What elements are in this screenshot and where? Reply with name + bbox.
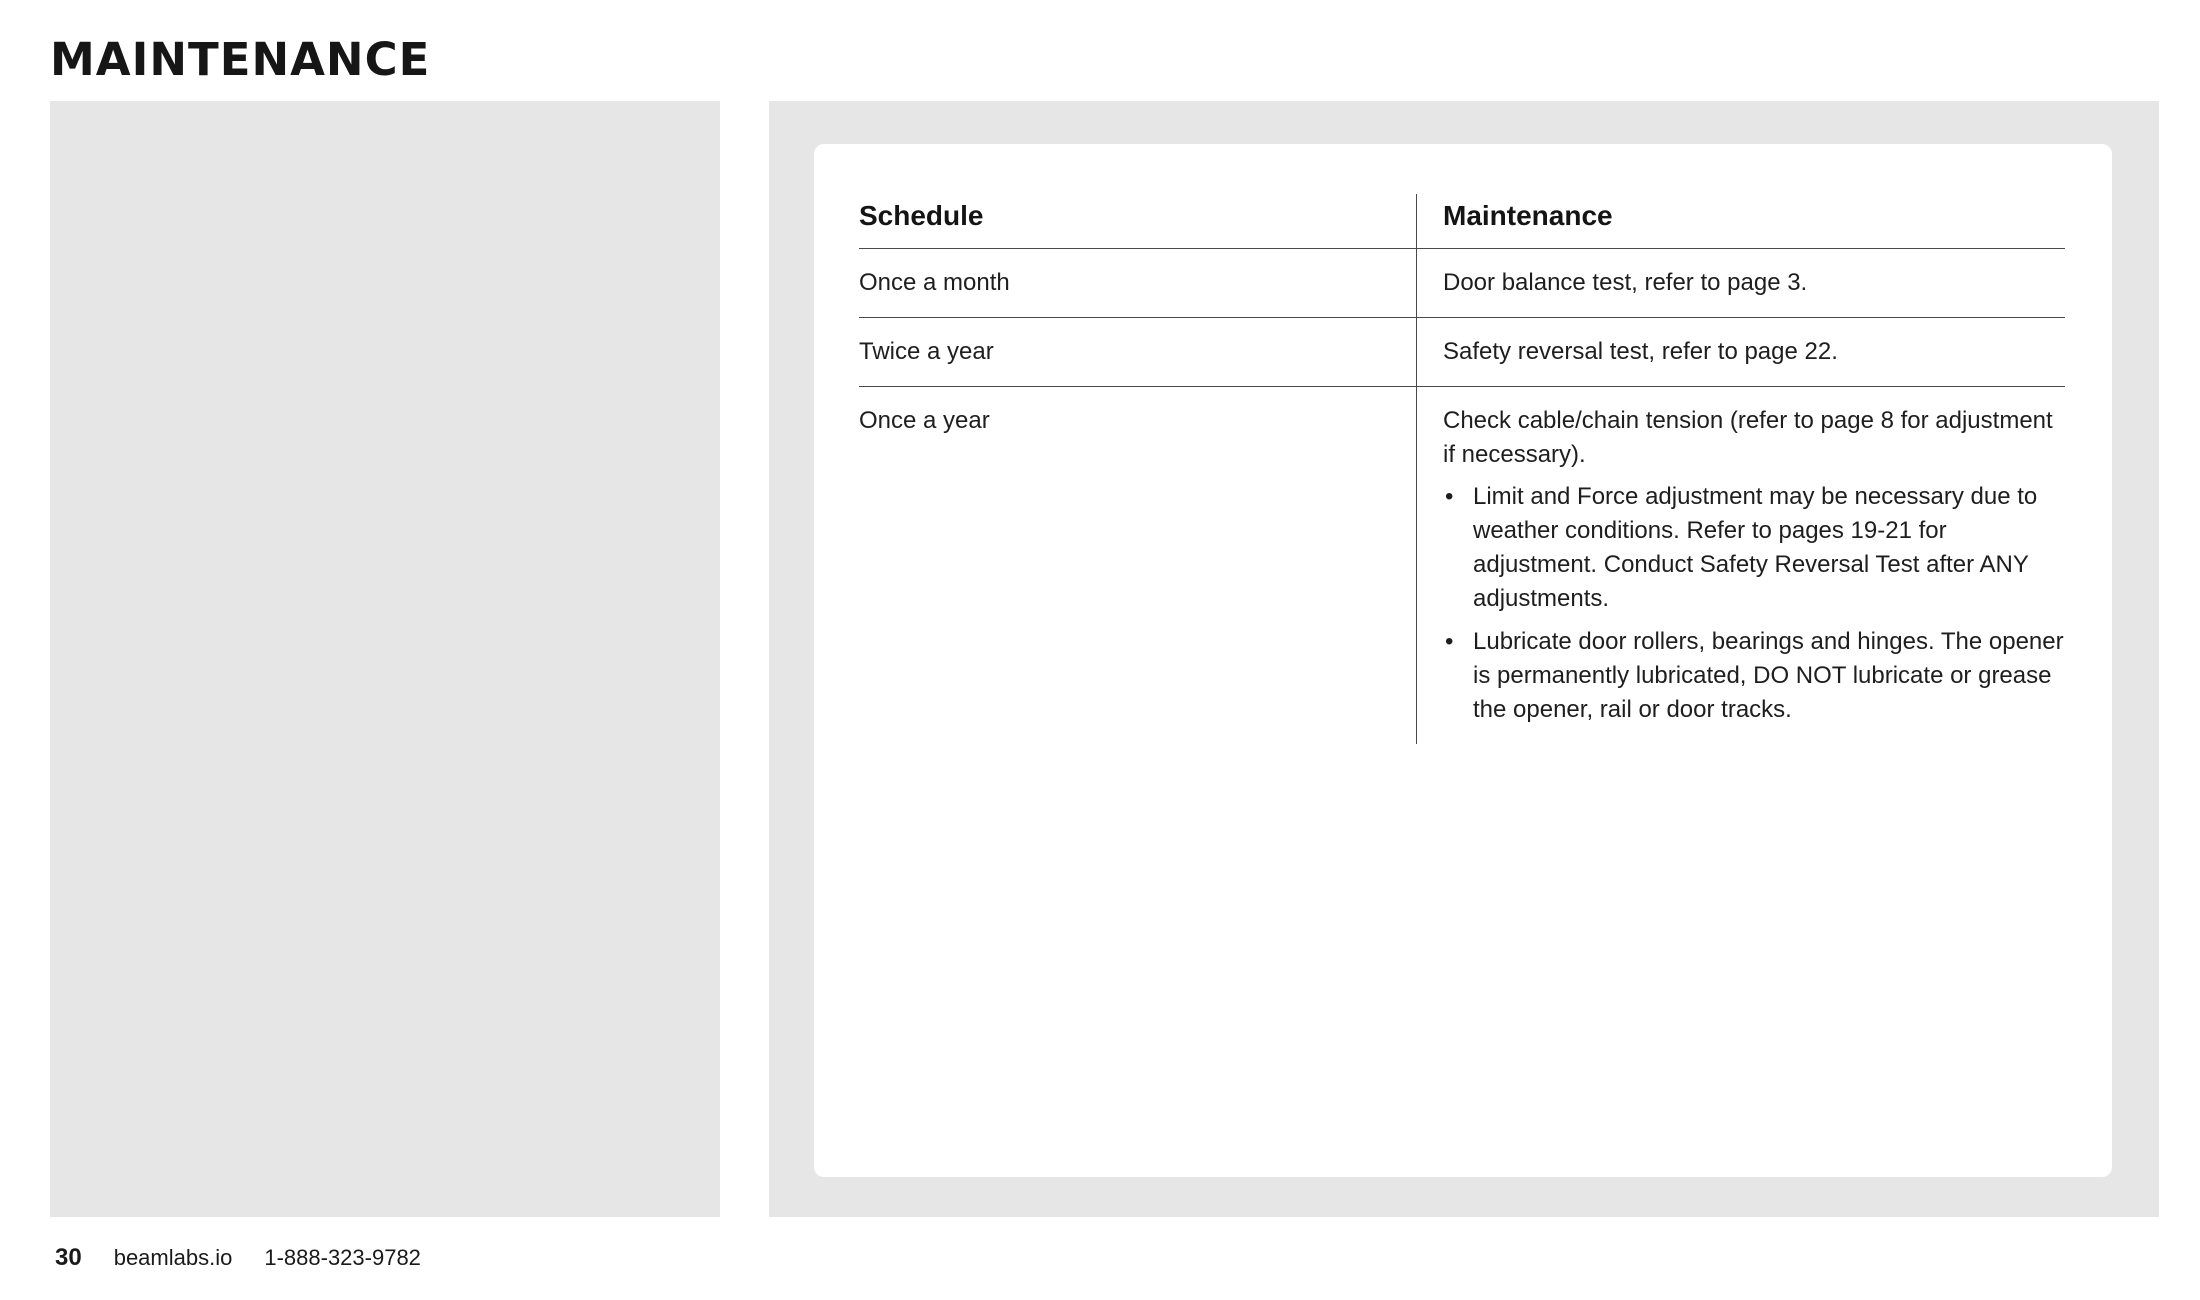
table-row [859, 387, 2065, 744]
bullet-icon: • [1445, 483, 1454, 510]
column-header-schedule: Schedule [859, 200, 984, 231]
page-title: MAINTENANCE [50, 33, 431, 86]
maintenance-table [859, 194, 2065, 744]
list-item [1443, 480, 2065, 616]
table-header-row [859, 194, 2065, 249]
maintenance-bullet-list [1443, 480, 2065, 727]
page-footer [55, 1243, 421, 1273]
list-item [1443, 625, 2065, 727]
schedule-cell: Once a year [859, 407, 990, 434]
maintenance-panel [769, 101, 2159, 1217]
image-placeholder-panel [50, 101, 720, 1217]
website-link[interactable]: beamlabs.io [113, 1245, 233, 1270]
page-number: 30 [55, 1244, 82, 1271]
bullet-text: Limit and Force adjustment may be necessary due to weather conditions. Refer to pages 19-21 for adjustment. Conduct Safety Reversal Test after ANY adjustments. [1473, 483, 2038, 612]
table-row [859, 318, 2065, 387]
phone-number: 1-888-323-9782 [264, 1245, 421, 1270]
maintenance-card [814, 144, 2112, 1177]
maintenance-text: Check cable/chain tension (refer to page 8 for adjustment if necessary). [1443, 407, 2053, 468]
table-row [859, 249, 2065, 318]
maintenance-cell: Door balance test, refer to page 3. [1416, 249, 2065, 317]
schedule-cell: Once a month [859, 269, 1010, 296]
bullet-text: Lubricate door rollers, bearings and hinges. The opener is permanently lubricated, DO NOT lubricate or grease the opener, rail or door tracks. [1473, 628, 2064, 723]
maintenance-cell: Safety reversal test, refer to page 22. [1416, 318, 2065, 386]
bullet-icon: • [1445, 628, 1454, 655]
maintenance-cell [1416, 387, 2065, 744]
schedule-cell: Twice a year [859, 338, 994, 365]
column-header-maintenance: Maintenance [1416, 194, 2065, 248]
